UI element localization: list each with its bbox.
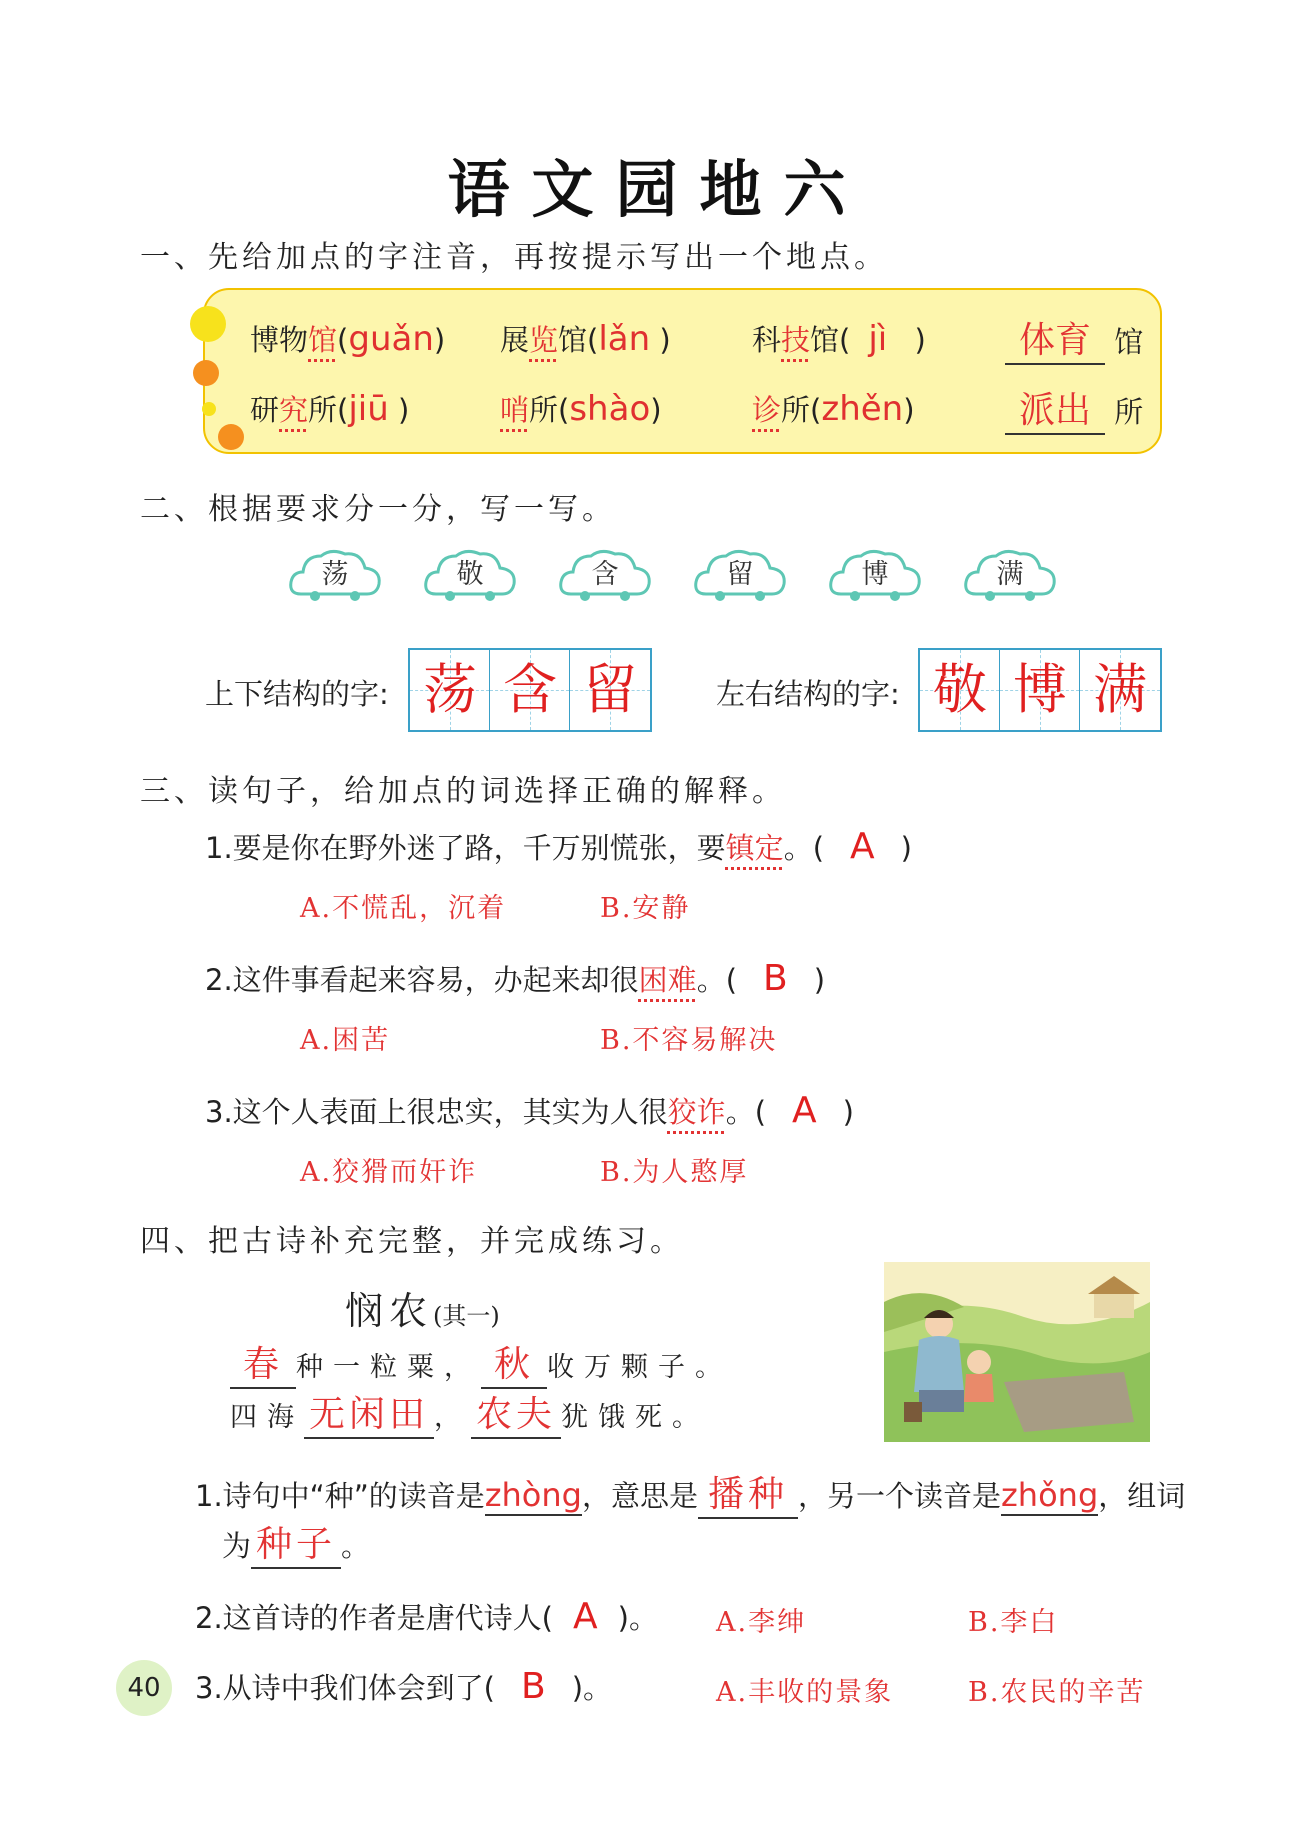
poem-question-1: 1.诗句中“种”的读音是zhòng，意思是 播种 ，另一个读音是zhǒng，组词 bbox=[195, 1466, 1185, 1519]
poem-title: 悯农(其一) bbox=[345, 1289, 500, 1333]
decor-circle-orange bbox=[193, 360, 219, 386]
char-cloud-5 bbox=[827, 546, 923, 606]
question-3-option-a: A.狡猾而奸诈 bbox=[300, 1157, 478, 1188]
left-right-grid bbox=[918, 648, 1162, 732]
grid-cell: 荡 bbox=[410, 650, 490, 730]
section1-heading: 一、先给加点的字注音，再按提示写出一个地点。 bbox=[140, 240, 888, 275]
grid-cell: 含 bbox=[490, 650, 570, 730]
cloud-char: 博 bbox=[861, 559, 889, 590]
pinyin-item-4: 研究所(jiū ) bbox=[250, 389, 410, 429]
page-title: 语文园地六 bbox=[447, 153, 868, 226]
question-2-option-a: A.困苦 bbox=[300, 1025, 391, 1056]
grid-cell: 博 bbox=[1000, 650, 1080, 730]
char-cloud-2 bbox=[422, 546, 518, 606]
section4-heading: 四、把古诗补充完整，并完成练习。 bbox=[140, 1224, 684, 1259]
section3-heading: 三、读句子，给加点的词选择正确的解释。 bbox=[140, 774, 786, 809]
cloud-char: 留 bbox=[726, 559, 754, 590]
cloud-char: 满 bbox=[996, 559, 1024, 590]
poem-question-3-option-a: A.丰收的景象 bbox=[716, 1677, 894, 1708]
char-cloud-3 bbox=[557, 546, 653, 606]
grid-cell: 留 bbox=[570, 650, 650, 730]
char-cloud-4 bbox=[692, 546, 788, 606]
top-bottom-grid bbox=[408, 648, 652, 732]
decor-circle-yellow bbox=[190, 306, 226, 342]
poem-question-1-cont: 为 种子 。 bbox=[222, 1516, 370, 1569]
decor-circle-orange-2 bbox=[218, 424, 244, 450]
decor-circle-small bbox=[202, 402, 216, 416]
question-1: 1.要是你在野外迷了路，千万别慌张，要镇定。( A ) bbox=[205, 826, 912, 867]
pinyin-item-3: 科技馆( jì ) bbox=[752, 319, 926, 359]
poem-question-2-option-a: A.李绅 bbox=[716, 1607, 807, 1638]
poem-line-1: 春 种一粒粟， 秋 收万颗子。 bbox=[230, 1336, 732, 1389]
pinyin-item-6: 诊所(zhěn) bbox=[752, 389, 915, 429]
grid-cell: 敬 bbox=[920, 650, 1000, 730]
question-2: 2.这件事看起来容易，办起来却很困难。( B ) bbox=[205, 958, 826, 999]
question-2-option-b: B.不容易解决 bbox=[600, 1025, 778, 1056]
poem-question-3-option-b: B.农民的辛苦 bbox=[968, 1677, 1146, 1708]
poem-illustration bbox=[884, 1262, 1150, 1442]
place-answer-2: 派出 所 bbox=[1005, 382, 1143, 435]
question-3-option-b: B.为人憨厚 bbox=[600, 1157, 749, 1188]
section2-heading: 二、根据要求分一分，写一写。 bbox=[140, 492, 616, 527]
pinyin-item-2: 展览馆(lǎn ) bbox=[500, 319, 671, 359]
poem-line-2: 四海 无闲田 ， 农夫 犹饿死。 bbox=[230, 1386, 709, 1439]
cloud-char: 荡 bbox=[321, 559, 349, 590]
poem-question-3: 3.从诗中我们体会到了( B )。 bbox=[195, 1666, 613, 1707]
question-1-option-a: A.不慌乱，沉着 bbox=[300, 893, 507, 924]
question-1-option-b: B.安静 bbox=[600, 893, 691, 924]
poem-question-2: 2.这首诗的作者是唐代诗人( A )。 bbox=[195, 1596, 658, 1637]
question-3: 3.这个人表面上很忠实，其实为人很狡诈。( A ) bbox=[205, 1090, 854, 1131]
farmer-illustration-icon bbox=[884, 1262, 1150, 1442]
page-number: 40 bbox=[116, 1660, 172, 1716]
place-answer-1: 体育 馆 bbox=[1005, 312, 1143, 365]
poem-question-2-option-b: B.李白 bbox=[968, 1607, 1059, 1638]
grid-cell: 满 bbox=[1080, 650, 1160, 730]
cloud-char: 敬 bbox=[456, 559, 484, 590]
left-right-label: 左右结构的字: bbox=[716, 677, 900, 711]
pinyin-item-1: 博物馆(guǎn) bbox=[250, 319, 446, 359]
cloud-char: 含 bbox=[591, 559, 619, 590]
pinyin-item-5: 哨所(shào) bbox=[500, 389, 662, 429]
char-cloud-6 bbox=[962, 546, 1058, 606]
char-cloud-1 bbox=[287, 546, 383, 606]
top-bottom-label: 上下结构的字: bbox=[205, 677, 389, 711]
